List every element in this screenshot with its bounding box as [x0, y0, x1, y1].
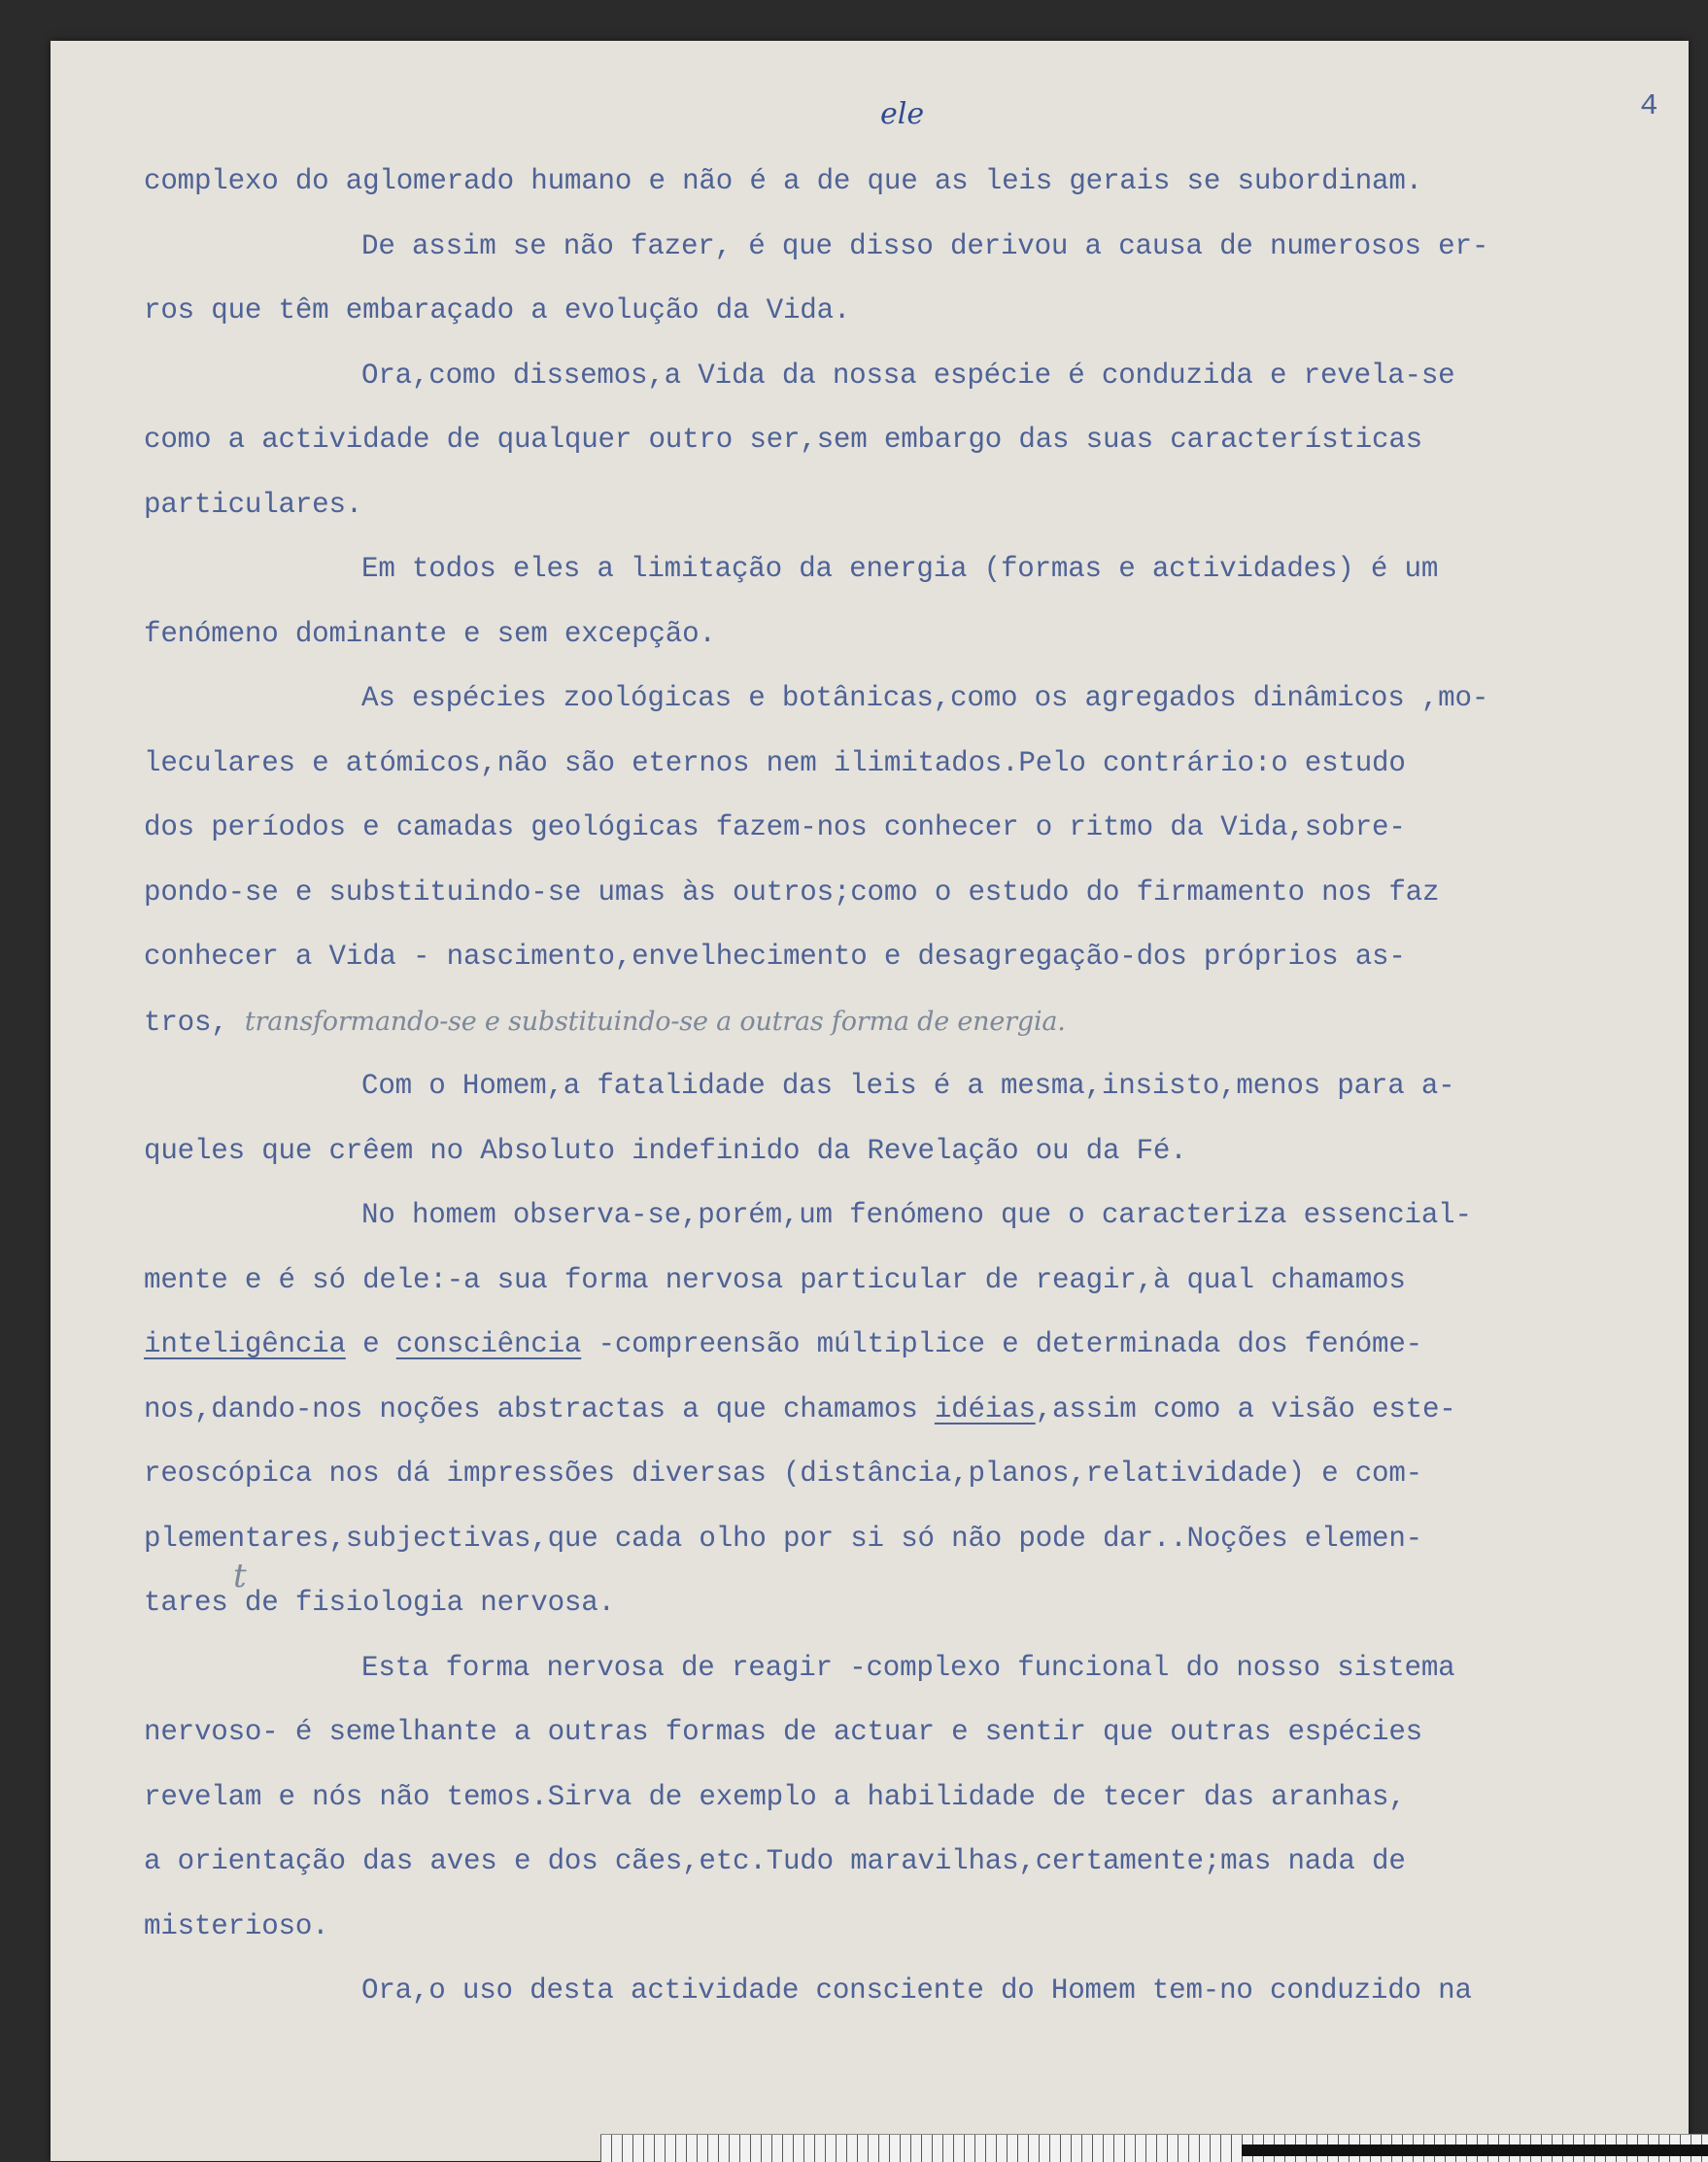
text-line: revelam e nós não temos.Sirva de exemplo a habilidade de tecer das aranhas, [144, 1780, 1406, 1813]
text-line: ros que têm embaraçado a evolução da Vida. [144, 294, 851, 326]
text-line: leculares e atómicos,não são eternos nem ilimitados.Pelo contrário:o estudo [144, 746, 1406, 779]
text-line-typed: tros, [144, 1006, 228, 1039]
handwritten-annotation: transformando-se e substituindo-se a outras forma de energia. [244, 1006, 1066, 1037]
text-line: Esta forma nervosa de reagir -complexo funcional do nosso sistema [361, 1651, 1455, 1684]
text-line: particulares. [144, 488, 363, 521]
text-line: Com o Homem,a fatalidade das leis é a mesma,insisto,menos para a- [361, 1070, 1455, 1102]
text-line: Ora,como dissemos,a Vida da nossa espécie é conduzida e revela-se [361, 359, 1455, 392]
text-line: misterioso. [144, 1909, 329, 1942]
text-line: nervoso- é semelhante a outras formas de actuar e sentir que outras espécies [144, 1716, 1422, 1748]
text-line: tares de fisiologia nervosa. [144, 1587, 615, 1619]
document-page [51, 41, 1689, 2161]
text-line: No homem observa-se,porém,um fenómeno que o caracteriza essencial- [361, 1199, 1472, 1231]
text-line: complexo do aglomerado humano e não é a de que as leis gerais se subordinam. [144, 165, 1422, 197]
page-number: 4 [1640, 89, 1658, 123]
text-line: dos períodos e camadas geológicas fazem-nos conhecer o ritmo da Vida,sobre- [144, 811, 1406, 843]
text-line: fenómeno dominante e sem excepção. [144, 617, 716, 650]
handwritten-mark: t [233, 1557, 247, 1596]
text-line: a orientação das aves e dos cães,etc.Tudo maravilhas,certamente;mas nada de [144, 1845, 1406, 1877]
typed-text-body [144, 150, 1669, 2024]
text-line: como a actividade de qualquer outro ser,sem embargo das suas características [144, 424, 1422, 456]
text-line: mente e é só dele:-a sua forma nervosa particular de reagir,à qual chamamos [144, 1263, 1406, 1296]
scale-ruler [600, 2134, 1708, 2162]
text-line: reoscópica nos dá impressões diversas (distância,planos,relatividade) e com- [144, 1458, 1422, 1490]
handwritten-insertion: ele [880, 97, 925, 131]
text-line: conhecer a Vida - nascimento,envelhecimento e desagregação-dos próprios as- [144, 941, 1406, 973]
ruler-bar [1242, 2145, 1708, 2156]
text-line [144, 1378, 1669, 1443]
text-line: As espécies zoológicas e botânicas,como os agregados dinâmicos ,mo- [361, 682, 1489, 714]
text-fragment: e [345, 1328, 396, 1360]
text-line: pondo-se e substituindo-se umas às outros;como o estudo do firmamento nos faz [144, 875, 1440, 909]
text-fragment: nos,dando-nos noções abstractas a que chamamos [144, 1392, 935, 1425]
underlined-term: idéias [934, 1392, 1036, 1425]
text-line [144, 1313, 1669, 1378]
text-fragment: ,assim como a visão este- [1035, 1392, 1456, 1425]
text-line: De assim se não fazer, é que disso derivou a causa de numerosos er- [361, 229, 1489, 262]
text-line: queles que crêem no Absoluto indefinido da Revelação ou da Fé. [144, 1134, 1187, 1167]
underlined-term: inteligência [144, 1328, 346, 1360]
text-fragment: -compreensão múltiplice e determinada dos fenóme- [581, 1328, 1423, 1360]
text-line: plementares,subjectivas,que cada olho por si só não pode dar..Noções elemen- [144, 1522, 1422, 1555]
text-line [144, 990, 1669, 1055]
text-line: Em todos eles a limitação da energia (formas e actividades) é um [361, 553, 1439, 585]
underlined-term: consciência [395, 1328, 582, 1360]
text-line: Ora,o uso desta actividade consciente do Homem tem-no conduzido na [361, 1974, 1472, 2007]
